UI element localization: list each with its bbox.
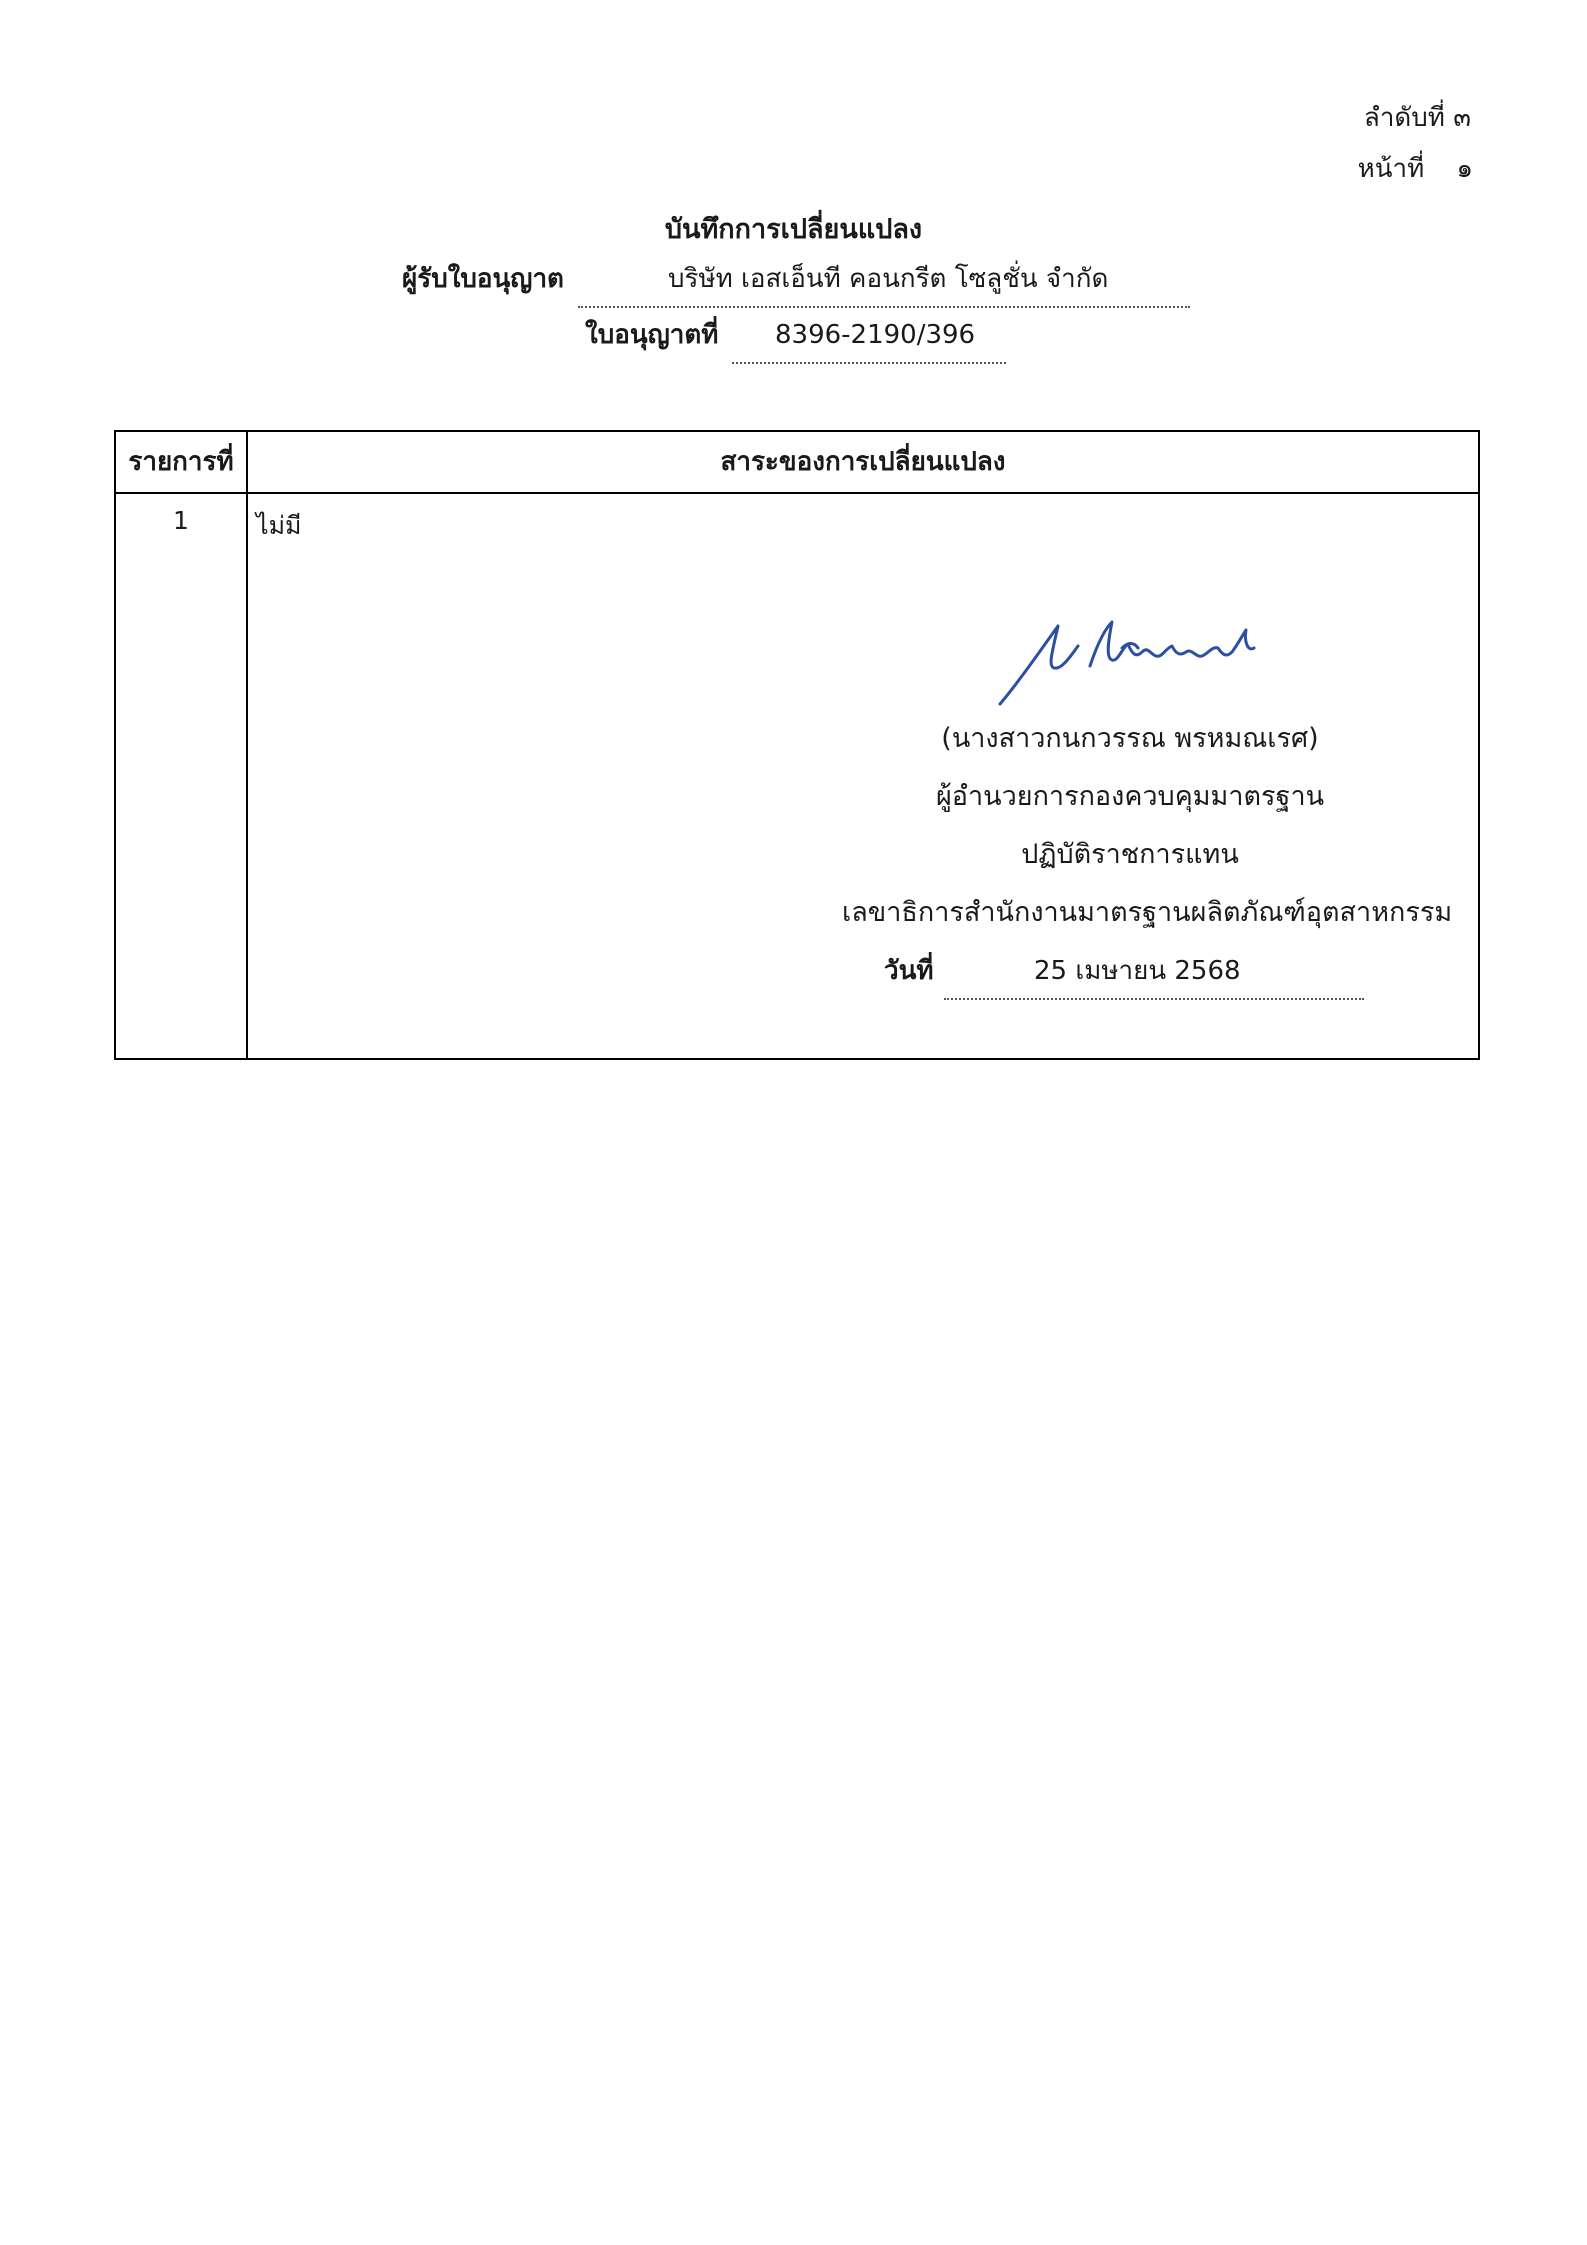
license-dotted-line — [732, 362, 1006, 364]
licensee-value: บริษัท เอสเอ็นที คอนกรีต โซลูชั่น จำกัด — [668, 264, 1109, 294]
page-indicator — [1358, 152, 1473, 186]
signer-name: (นางสาวกนกวรรณ พรหมณเรศ) — [941, 723, 1319, 754]
date-value: 25 เมษายน 2568 — [1034, 956, 1241, 986]
license-label: ใบอนุญาตที่ — [585, 320, 719, 350]
page-number: ๑ — [1456, 154, 1473, 184]
acting-on-behalf: ปฏิบัติราชการแทน — [1021, 839, 1239, 870]
row-item-number: 1 — [173, 506, 189, 535]
header-item-number: รายการที่ — [128, 447, 234, 477]
signer-organization: เลขาธิการสำนักงานมาตรฐานผลิตภัณฑ์อุตสาหกรรม — [842, 897, 1453, 928]
licensee-dotted-line — [578, 306, 1190, 308]
license-value: 8396-2190/396 — [775, 320, 976, 350]
column-divider — [246, 432, 248, 1058]
header-change-content: สาระของการเปลี่ยนแปลง — [720, 447, 1006, 477]
licensee-label: ผู้รับใบอนุญาต — [402, 264, 564, 294]
table-header-row — [116, 432, 1478, 494]
signer-position: ผู้อำนวยการกองควบคุมมาตรฐาน — [935, 781, 1325, 812]
row-change-text: ไม่มี — [256, 511, 302, 540]
signature-image — [972, 608, 1282, 708]
date-label: วันที่ — [884, 956, 934, 986]
date-dotted-line — [944, 998, 1364, 1000]
sequence-number: ลำดับที่ ๓ — [1363, 103, 1471, 133]
page-label: หน้าที่ — [1357, 154, 1425, 184]
document-title: บันทึกการเปลี่ยนแปลง — [664, 214, 923, 245]
